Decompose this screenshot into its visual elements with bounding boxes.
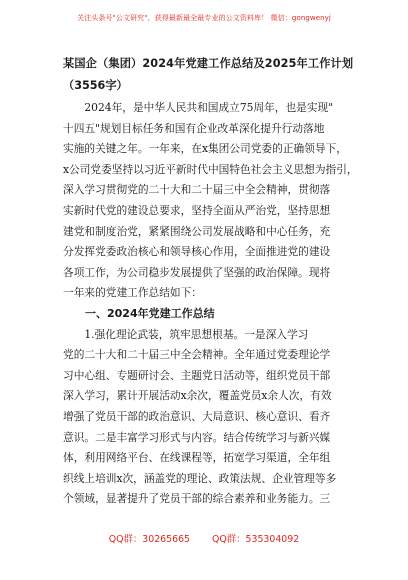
footer-qq-group-1: QQ群：30265665	[108, 534, 191, 545]
body-line: 十四五"规划目标任务和国有企业改革深化提升行动落地	[63, 121, 325, 135]
body-line: 意识。二是丰富学习形式与内容。结合传统学习与新兴媒	[63, 430, 331, 444]
body-line: 体，利用网络平台、在线课程等，拓宽学习渠道，全年组	[63, 451, 331, 465]
body-line: 实新时代党的建设总要求，坚持全面从严治党，坚持思想	[63, 203, 331, 217]
body-line: 党的二十大和二十届三中全会精神。全年通过党委理论学	[63, 348, 331, 362]
document-title: 某国企（集团）2024年党建工作总结及2025年工作计划	[63, 57, 354, 70]
body-line: 织线上培训x次，涵盖党的理论、政策法规、企业管理等多	[63, 471, 337, 485]
body-line: 各项工作，为公司稳步发展提供了坚强的政治保障。现将	[63, 265, 331, 279]
body-line: 个领域，显著提升了党员干部的综合素养和业务能力。三	[63, 492, 331, 506]
footer	[0, 531, 408, 545]
header-banner: 关注头条号"公文研究"，获得最新最全最专业的公文资料库！ 微信：gongwenyj	[77, 14, 331, 22]
character-count: （3556字）	[63, 79, 128, 92]
body-line: 建党和制度治党，紧紧围绕公司发展战略和中心任务，充	[63, 224, 331, 238]
document-body	[63, 98, 358, 510]
body-line: 深入学习贯彻党的二十大和二十届三中全会精神，贯彻落	[63, 183, 331, 197]
body-line: 一年来的党建工作总结如下：	[63, 286, 202, 300]
body-line: 1.强化理论武装，筑牢思想根基。一是深入学习	[63, 327, 309, 341]
section-heading: 一、2024年党建工作总结	[63, 306, 215, 320]
body-line: 深入学习，累计开展活动x余次，覆盖党员x余人次，有效	[63, 389, 332, 403]
body-line: 实施的关键之年。一年来，在x集团公司党委的正确领导下，	[63, 142, 347, 156]
body-line: 分发挥党委政治核心和领导核心作用，全面推进党的建设	[63, 245, 331, 259]
body-line: 2024年，是中华人民共和国成立75周年，也是实现"	[63, 101, 334, 114]
footer-qq-group-2: QQ群：535304092	[212, 534, 300, 545]
body-line: x公司党委坚持以习近平新时代中国特色社会主义思想为指引，	[63, 162, 358, 176]
body-line: 增强了党员干部的政治意识、大局意识、核心意识、看齐	[63, 409, 331, 423]
body-line: 习中心组、专题研讨会、主题党日活动等，组织党员干部	[63, 368, 331, 382]
